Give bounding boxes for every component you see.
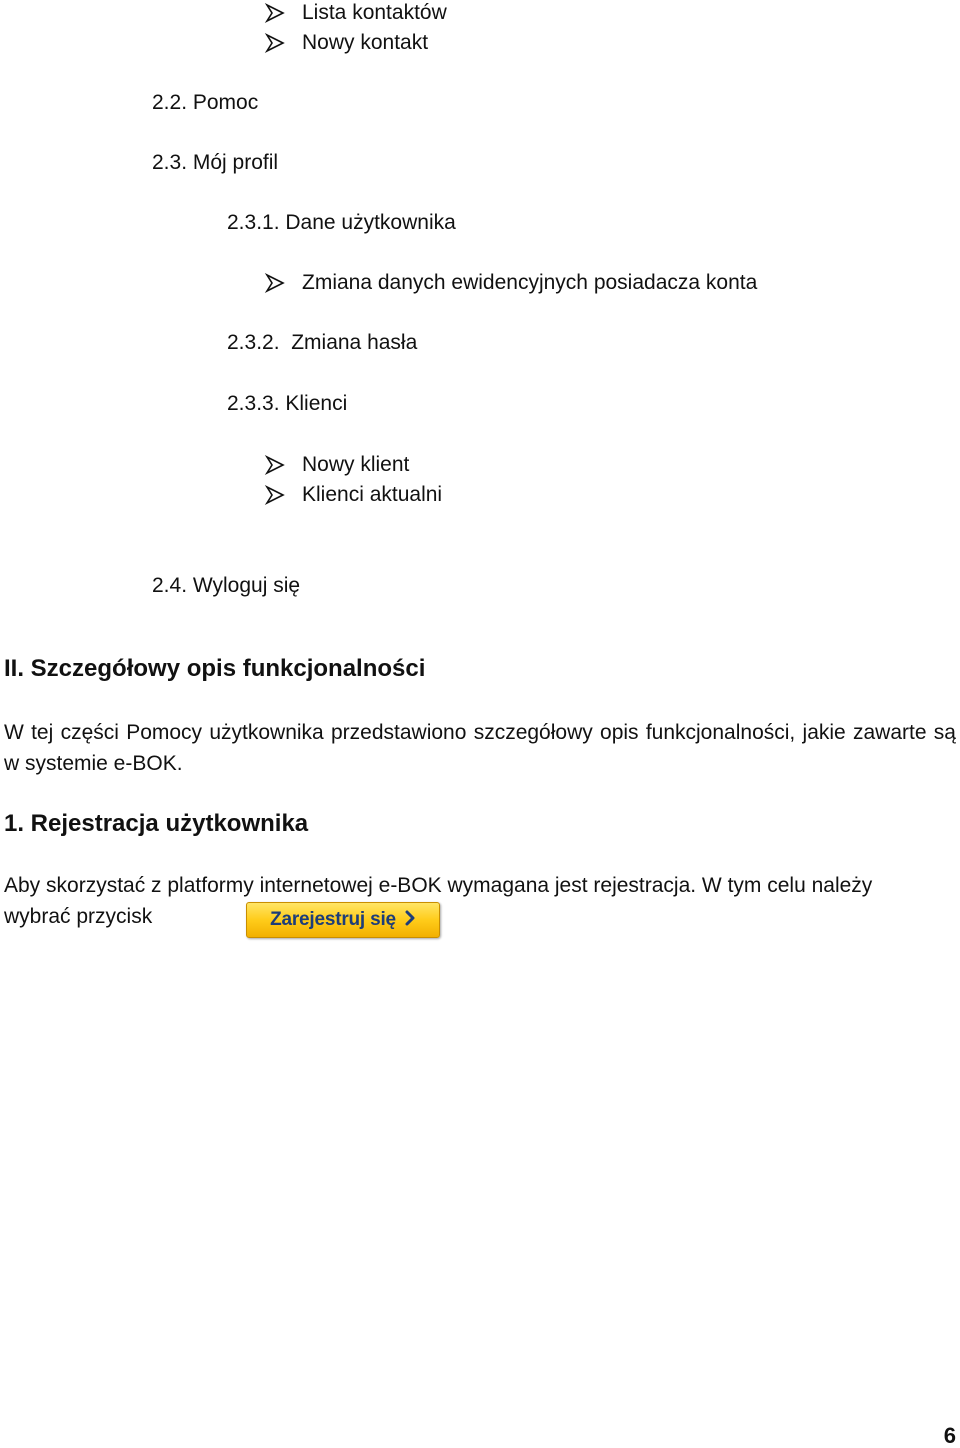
outline-item-nowy-kontakt: Nowy kontakt bbox=[302, 31, 429, 54]
arrow-bullet-icon bbox=[264, 2, 286, 24]
register-button-label: Zarejestruj się bbox=[270, 909, 396, 930]
section-1-paragraph-line1: Aby skorzystać z platformy internetowej e-BOK wymagana jest rejestracja. W tym celu należy bbox=[4, 874, 873, 897]
arrow-bullet-icon bbox=[264, 272, 286, 294]
outline-section-klienci: 2.3.3. Klienci bbox=[227, 392, 348, 415]
section-ii-paragraph: W tej części Pomocy użytkownika przedstawiono szczegółowy opis funkcjonalności, jakie zawarte są w systemie e-BOK. bbox=[4, 721, 956, 775]
outline-section-wyloguj: 2.4. Wyloguj się bbox=[152, 574, 301, 597]
outline-section-zmiana-hasla: 2.3.2. Zmiana hasła bbox=[227, 331, 418, 354]
outline-section-dane-uzytkownika: 2.3.1. Dane użytkownika bbox=[227, 211, 456, 234]
section-heading-rejestracja: 1. Rejestracja użytkownika bbox=[4, 810, 309, 837]
outline-item-klienci-aktualni: Klienci aktualni bbox=[302, 483, 443, 506]
arrow-bullet-icon bbox=[264, 454, 286, 476]
page-number: 6 bbox=[943, 1423, 956, 1448]
chevron-right-icon bbox=[404, 910, 416, 931]
section-1-paragraph-line2: wybrać przycisk bbox=[4, 905, 153, 928]
section-heading-szczegolowy-opis: II. Szczegółowy opis funkcjonalności bbox=[4, 655, 426, 682]
outline-item-nowy-klient: Nowy klient bbox=[302, 453, 410, 476]
outline-section-pomoc: 2.2. Pomoc bbox=[152, 91, 259, 114]
outline-item-zmiana-danych: Zmiana danych ewidencyjnych posiadacza konta bbox=[302, 271, 758, 294]
arrow-bullet-icon bbox=[264, 484, 286, 506]
outline-section-moj-profil: 2.3. Mój profil bbox=[152, 151, 279, 174]
outline-item-lista-kontaktow: Lista kontaktów bbox=[302, 1, 447, 24]
arrow-bullet-icon bbox=[264, 32, 286, 54]
register-button[interactable] bbox=[246, 902, 440, 938]
